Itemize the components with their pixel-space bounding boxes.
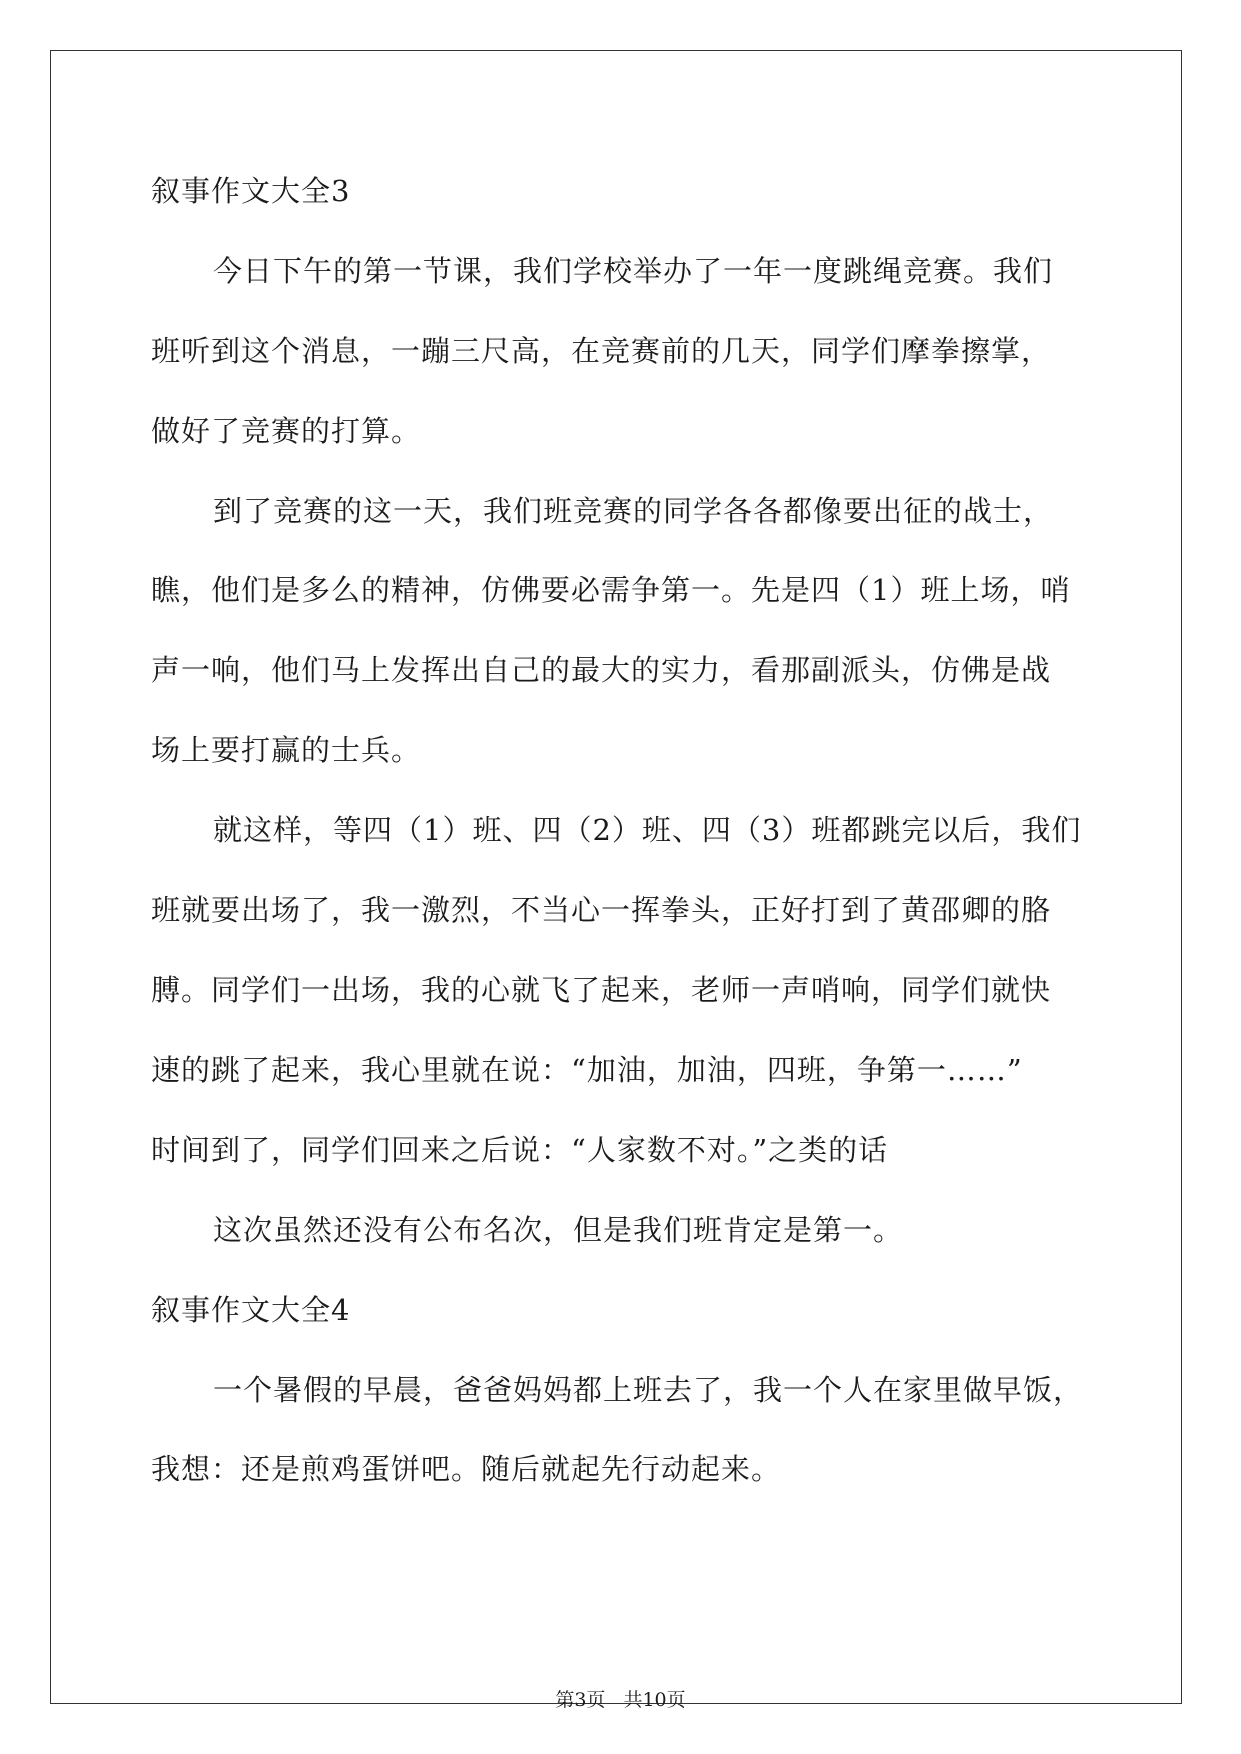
paragraph-line: 我想：还是煎鸡蛋饼吧。随后就起先行动起来。	[151, 1452, 782, 1486]
paragraph-line: 一个暑假的早晨，爸爸妈妈都上班去了，我一个人在家里做早饭，	[213, 1373, 1084, 1407]
paragraph-line: 这次虽然还没有公布名次，但是我们班肯定是第一。	[213, 1213, 904, 1247]
page-number: 第3页	[555, 1689, 606, 1711]
paragraph-line: 今日下午的第一节课，我们学校举办了一年一度跳绳竞赛。我们	[213, 254, 1054, 288]
paragraph-line: 就这样，等四（1）班、四（2）班、四（3）班都跳完以后，我们	[213, 813, 1082, 847]
page-total: 共10页	[623, 1689, 686, 1711]
paragraph-line: 做好了竞赛的打算。	[151, 414, 422, 448]
paragraph-line: 到了竞赛的这一天，我们班竞赛的同学各各都像要出征的战士，	[213, 494, 1054, 528]
paragraph-line: 时间到了，同学们回来之后说：“人家数不对。”之类的话	[151, 1133, 889, 1167]
paragraph-line: 班就要出场了，我一激烈，不当心一挥拳头，正好打到了黄邵卿的胳	[151, 893, 1052, 927]
paragraph-line: 膊。同学们一出场，我的心就飞了起来，老师一声哨响，同学们就快	[151, 973, 1052, 1007]
section-heading: 叙事作文大全4	[151, 1293, 351, 1327]
paragraph-line: 声一响，他们马上发挥出自己的最大的实力，看那副派头，仿佛是战	[151, 653, 1052, 687]
paragraph-line: 速的跳了起来，我心里就在说：“加油，加油，四班，争第一……”	[151, 1053, 1023, 1087]
section-heading: 叙事作文大全3	[151, 174, 351, 208]
page-footer	[0, 1688, 1241, 1712]
paragraph-line: 班听到这个消息，一蹦三尺高，在竞赛前的几天，同学们摩拳擦掌，	[151, 334, 1052, 368]
paragraph-line: 场上要打赢的士兵。	[151, 733, 422, 767]
paragraph-line: 瞧，他们是多么的精神，仿佛要必需争第一。先是四（1）班上场，哨	[151, 573, 1071, 607]
